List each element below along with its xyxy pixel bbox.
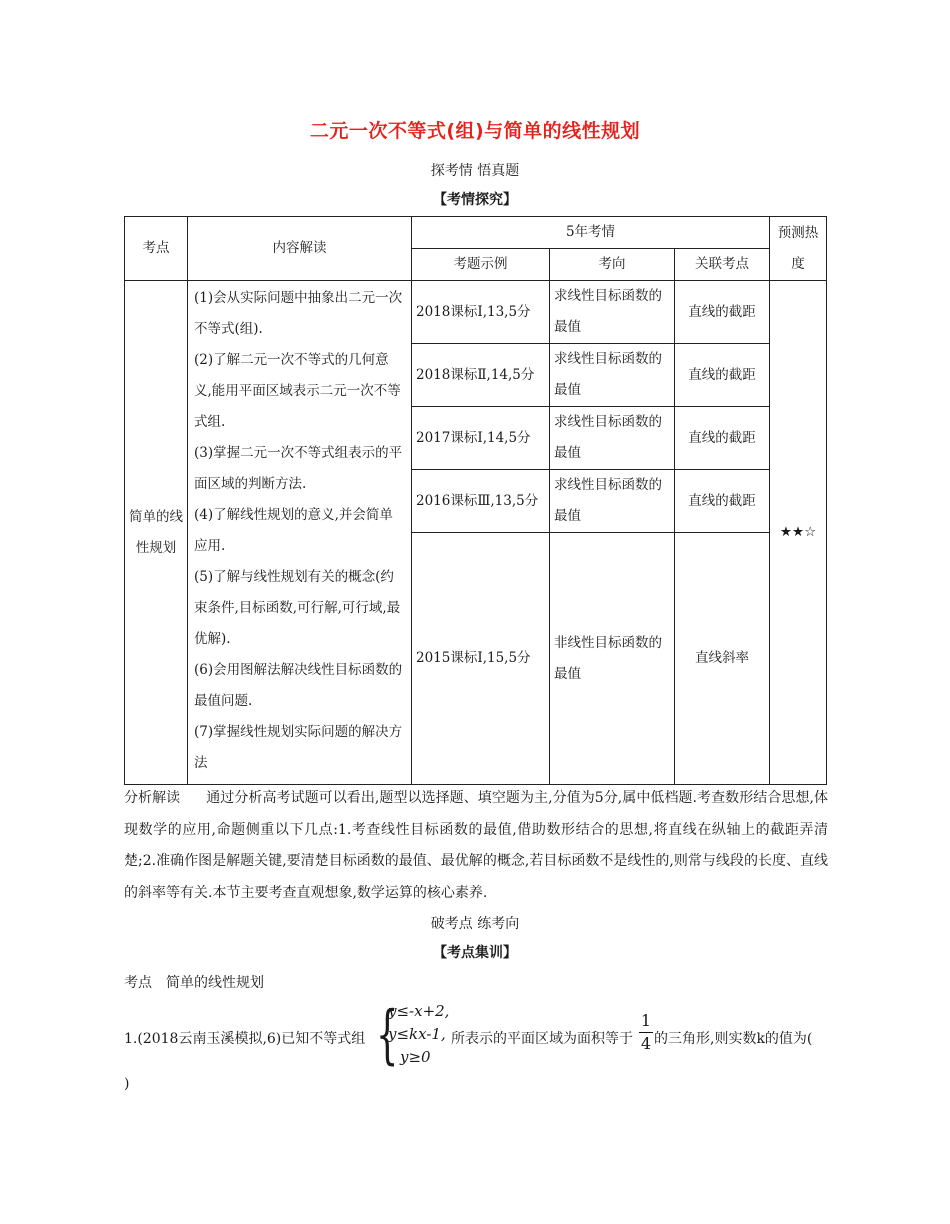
example-cell: 2017课标Ⅰ,14,5分: [412, 407, 550, 470]
related-cell: 直线的截距: [675, 407, 770, 470]
example-cell: 2015课标Ⅰ,15,5分: [412, 533, 550, 785]
header-example: 考题示例: [412, 249, 550, 281]
fraction: [639, 1011, 653, 1054]
section-heading-2: 破考点 练考向: [430, 916, 520, 932]
content-item: (1)会从实际问题中抽象出二元一次不等式(组).: [194, 290, 403, 337]
question-1: [124, 998, 834, 1072]
example-cell: 2018课标Ⅰ,13,5分: [412, 281, 550, 344]
analysis-label: 分析解读: [124, 790, 181, 806]
forecast-stars: ★★☆: [770, 281, 827, 785]
inequality-3: y≥0: [400, 1048, 431, 1066]
header-kaodian: 考点: [125, 217, 188, 281]
content-item: (7)掌握线性规划实际问题的解决方法: [194, 724, 403, 771]
header-forecast: 预测热度: [770, 217, 827, 281]
direction-cell: 非线性目标函数的最值: [550, 533, 675, 785]
analysis-text: 通过分析高考试题可以看出,题型以选择题、填空题为主,分值为5分,属中低档题.考查数形结合思想,体现数学的应用,命题侧重以下几点:1.考查线性目标函数的最值,借助数形结合的思想,将直线在纵轴上的截距弄清楚;2.准确作图是解题关键,要清楚目标函数的最值、最优解的概念,若目标函数不是线性的,则常与线段的长度、直线的斜率等有关.本节主要考查直观想象,数学运算的核心素养.: [124, 790, 829, 901]
exam-analysis-table: [124, 216, 827, 785]
page-title: 二元一次不等式(组)与简单的线性规划: [309, 120, 641, 142]
direction-cell: 求线性目标函数的最值: [550, 470, 675, 533]
content-item: (3)掌握二元一次不等式组表示的平面区域的判断方法.: [194, 445, 403, 492]
inequality-1: y≤-x+2,: [388, 1002, 450, 1020]
header-direction: 考向: [550, 249, 675, 281]
content-item: (2)了解二元一次不等式的几何意义,能用平面区域表示二元一次不等式组.: [194, 352, 401, 430]
section-heading-1: 探考情 悟真题: [430, 163, 520, 179]
example-cell: 2018课标Ⅱ,14,5分: [412, 344, 550, 407]
topic-cell: 简单的线性规划: [125, 281, 188, 785]
section-subheading-1: 【考情探究】: [433, 192, 517, 208]
analysis-paragraph: [124, 783, 828, 909]
direction-cell: 求线性目标函数的最值: [550, 344, 675, 407]
question-middle: 所表示的平面区域为面积等于: [451, 1031, 633, 1047]
fraction-numerator: 1: [640, 1011, 652, 1030]
question-close-paren: ): [124, 1076, 130, 1092]
inequality-2: y≤kx-1,: [388, 1025, 446, 1043]
question-tail: 的三角形,则实数k的值为(: [654, 1031, 813, 1047]
question-prefix: 1.(2018云南玉溪模拟,6)已知不等式组: [124, 1031, 366, 1047]
related-cell: 直线斜率: [675, 533, 770, 785]
content-item: (6)会用图解法解决线性目标函数的最值问题.: [194, 662, 403, 709]
related-cell: 直线的截距: [675, 281, 770, 344]
related-cell: 直线的截距: [675, 344, 770, 407]
left-brace-icon: {: [376, 998, 399, 1072]
fraction-denominator: 4: [640, 1034, 652, 1053]
content-cell: [188, 281, 412, 785]
content-item: (5)了解与线性规划有关的概念(约束条件,目标函数,可行解,可行域,最优解).: [194, 569, 401, 647]
header-content: 内容解读: [188, 217, 412, 281]
section-subheading-2: 【考点集训】: [433, 945, 517, 961]
kaodian-line: 考点 简单的线性规划: [124, 975, 264, 991]
content-item: (4)了解线性规划的意义,并会简单应用.: [194, 507, 393, 554]
related-cell: 直线的截距: [675, 470, 770, 533]
header-related: 关联考点: [675, 249, 770, 281]
direction-cell: 求线性目标函数的最值: [550, 281, 675, 344]
header-five-years: 5年考情: [412, 217, 770, 249]
direction-cell: 求线性目标函数的最值: [550, 407, 675, 470]
example-cell: 2016课标Ⅲ,13,5分: [412, 470, 550, 533]
